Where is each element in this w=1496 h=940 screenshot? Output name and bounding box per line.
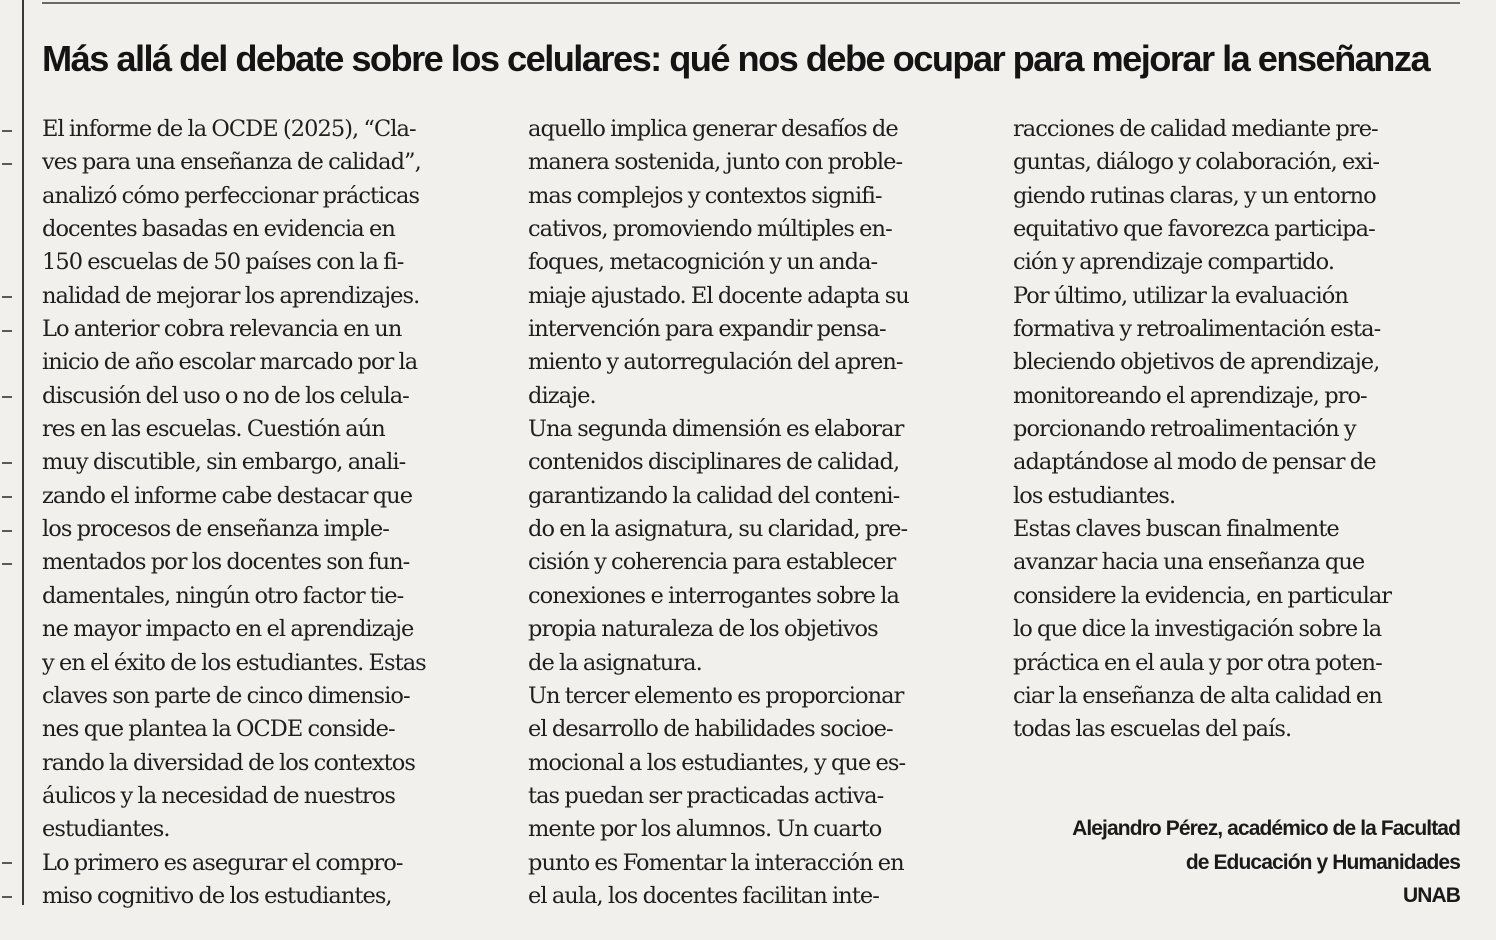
text-line: discusión del uso o no de los celula- bbox=[42, 382, 409, 409]
text-line: res en las escuelas. Cuestión aún bbox=[42, 416, 385, 443]
byline bbox=[1072, 812, 1460, 913]
text-line: nalidad de mejorar los aprendizajes. bbox=[42, 282, 420, 309]
margin-tick bbox=[2, 163, 12, 165]
text-line: de la asignatura. bbox=[528, 649, 702, 676]
margin-tick bbox=[2, 530, 12, 532]
text-line: aquello implica generar desafíos de bbox=[528, 116, 898, 142]
text-line: inicio de año escolar marcado por la bbox=[42, 349, 418, 376]
text-line: equitativo que favorezca participa- bbox=[1013, 216, 1375, 243]
text-line: todas las escuelas del país. bbox=[1013, 716, 1292, 743]
text-line: el desarrollo de habilidades socioe- bbox=[528, 716, 893, 743]
text-line: áulicos y la necesidad de nuestros bbox=[42, 782, 395, 809]
text-line: considere la evidencia, en particular bbox=[1013, 582, 1392, 609]
text-line: mas complejos y contextos signifi- bbox=[528, 182, 882, 209]
text-line: ves para una enseñanza de calidad”, bbox=[42, 149, 421, 176]
article-column-2 bbox=[528, 113, 990, 913]
text-line: guntas, diálogo y colaboración, exi- bbox=[1013, 149, 1380, 176]
margin-tick bbox=[2, 296, 12, 298]
byline-author: Alejandro Pérez, académico de la Facultad bbox=[1072, 817, 1460, 840]
text-line: conexiones e interrogantes sobre la bbox=[528, 582, 899, 609]
text-line: foques, metacognición y un anda- bbox=[528, 249, 878, 276]
text-line: los procesos de enseñanza imple- bbox=[42, 516, 389, 543]
text-line: miento y autorregulación del apren- bbox=[528, 349, 903, 376]
text-line: cisión y coherencia para establecer bbox=[528, 549, 896, 576]
text-line: avanzar hacia una enseñanza que bbox=[1013, 549, 1365, 576]
text-line: Una segunda dimensión es elaborar bbox=[528, 416, 904, 443]
margin-tick bbox=[2, 462, 12, 464]
text-line: Un tercer elemento es proporcionar bbox=[528, 682, 904, 709]
text-line: giendo rutinas claras, y un entorno bbox=[1013, 182, 1376, 209]
article-column-3 bbox=[1013, 113, 1475, 747]
text-line: muy discutible, sin embargo, anali- bbox=[42, 449, 406, 476]
margin-tick bbox=[2, 330, 12, 332]
text-line: damentales, ningún otro factor tie- bbox=[42, 582, 404, 609]
text-line: el aula, los docentes facilitan inte- bbox=[528, 882, 879, 909]
text-line: do en la asignatura, su claridad, pre- bbox=[528, 516, 908, 543]
text-line: manera sostenida, junto con proble- bbox=[528, 149, 903, 176]
text-line: analizó cómo perfeccionar prácticas bbox=[42, 182, 420, 209]
headline: Más allá del debate sobre los celulares: qué nos debe ocupar para mejorar la enseñanza bbox=[42, 38, 1430, 79]
text-line: contenidos disciplinares de calidad, bbox=[528, 449, 900, 476]
text-line: lo que dice la investigación sobre la bbox=[1013, 616, 1382, 643]
text-line: los estudiantes. bbox=[1013, 482, 1176, 509]
article-column-1 bbox=[42, 113, 504, 913]
text-line: formativa y retroalimentación esta- bbox=[1013, 316, 1381, 343]
text-line: miaje ajustado. El docente adapta su bbox=[528, 282, 909, 309]
text-line: ción y aprendizaje compartido. bbox=[1013, 249, 1335, 276]
text-line: cativos, promoviendo múltiples en- bbox=[528, 216, 892, 243]
text-line: racciones de calidad mediante pre- bbox=[1013, 116, 1378, 142]
text-line: adaptándose al modo de pensar de bbox=[1013, 449, 1376, 476]
text-line: 150 escuelas de 50 países con la fi- bbox=[42, 249, 404, 276]
margin-tick bbox=[2, 396, 12, 398]
margin-tick bbox=[2, 862, 12, 864]
text-line: miso cognitivo de los estudiantes, bbox=[42, 882, 392, 909]
text-line: Estas claves buscan finalmente bbox=[1013, 516, 1339, 543]
margin-tick bbox=[2, 563, 12, 565]
text-line: y en el éxito de los estudiantes. Estas bbox=[42, 649, 426, 676]
text-line: punto es Fomentar la interacción en bbox=[528, 849, 904, 876]
byline-faculty: de Educación y Humanidades bbox=[1185, 850, 1460, 874]
text-line: mocional a los estudiantes, y que es- bbox=[528, 749, 906, 776]
text-line: zando el informe cabe destacar que bbox=[42, 482, 413, 509]
text-line: Lo primero es asegurar el compro- bbox=[42, 849, 403, 876]
text-line: El informe de la OCDE (2025), “Cla- bbox=[42, 116, 416, 142]
text-line: bleciendo objetivos de aprendizaje, bbox=[1013, 349, 1380, 376]
margin-tick bbox=[2, 130, 12, 132]
margin-tick bbox=[2, 496, 12, 498]
byline-institution: UNAB bbox=[1402, 884, 1460, 907]
text-line: propia naturaleza de los objetivos bbox=[528, 616, 878, 643]
text-line: intervención para expandir pensa- bbox=[528, 316, 886, 343]
text-line: porcionando retroalimentación y bbox=[1013, 416, 1356, 443]
margin-tick bbox=[2, 896, 12, 898]
text-line: Lo anterior cobra relevancia en un bbox=[42, 316, 402, 343]
text-line: mente por los alumnos. Un cuarto bbox=[528, 816, 882, 843]
text-line: dizaje. bbox=[528, 382, 596, 409]
margin-rule bbox=[22, 0, 24, 905]
text-line: práctica en el aula y por otra poten- bbox=[1013, 649, 1382, 676]
text-line: tas puedan ser practicadas activa- bbox=[528, 782, 884, 809]
text-line: monitoreando el aprendizaje, pro- bbox=[1013, 382, 1367, 409]
text-line: ciar la enseñanza de alta calidad en bbox=[1013, 682, 1382, 709]
text-line: estudiantes. bbox=[42, 816, 170, 843]
text-line: rando la diversidad de los contextos bbox=[42, 749, 415, 776]
text-line: docentes basadas en evidencia en bbox=[42, 216, 395, 243]
top-rule bbox=[42, 2, 1460, 4]
text-line: mentados por los docentes son fun- bbox=[42, 549, 410, 576]
text-line: Por último, utilizar la evaluación bbox=[1013, 282, 1348, 309]
text-line: ne mayor impacto en el aprendizaje bbox=[42, 616, 414, 643]
text-line: claves son parte de cinco dimensio- bbox=[42, 682, 410, 709]
text-line: garantizando la calidad del conteni- bbox=[528, 482, 900, 509]
text-line: nes que plantea la OCDE conside- bbox=[42, 716, 395, 743]
